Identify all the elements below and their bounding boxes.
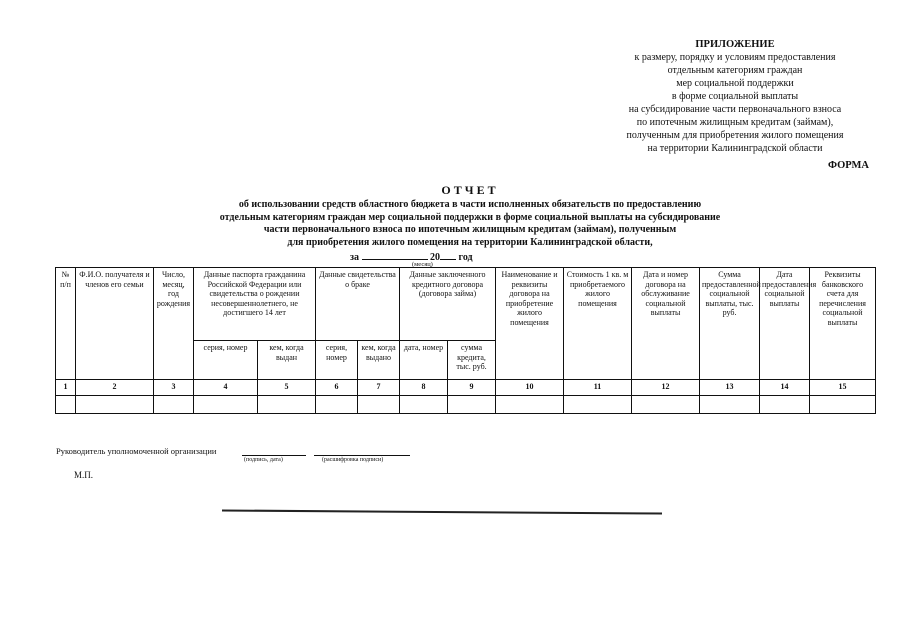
table-cell[interactable] (700, 396, 760, 414)
table-cell[interactable] (496, 396, 564, 414)
period-month-blank[interactable] (362, 250, 428, 260)
signer-label: Руководитель уполномоченной организации (56, 446, 217, 456)
report-period (350, 250, 610, 268)
report-table (55, 267, 876, 414)
table-cell[interactable] (56, 396, 76, 414)
report-title-block (150, 183, 790, 249)
table-cell[interactable] (194, 396, 258, 414)
header-num: № п/п (56, 268, 76, 380)
column-number: 7 (358, 380, 400, 396)
header-contract: Данные заключенного кредитного договора (договора займа) (400, 268, 496, 341)
column-number: 9 (448, 380, 496, 396)
header-sum: Сумма предоставленной социальной выплаты, тыс. руб. (700, 268, 760, 380)
column-number: 14 (760, 380, 810, 396)
column-number: 13 (700, 380, 760, 396)
header-passport: Данные паспорта гражданина Российской Федерации или свидетельства о рождении несовершеннолетнего, не достигшего 14 лет (194, 268, 316, 341)
period-month-note: (месяц) (412, 261, 433, 268)
column-number: 15 (810, 380, 876, 396)
period-year-blank[interactable] (440, 250, 456, 260)
table-cell[interactable] (810, 396, 876, 414)
column-number: 3 (154, 380, 194, 396)
header-fio: Ф.И.О. получателя и членов его семьи (76, 268, 154, 380)
header-marriage: Данные свидетельства о браке (316, 268, 400, 341)
subheader-passport-series: серия, номер (194, 341, 258, 380)
table-cell[interactable] (400, 396, 448, 414)
subheader-marriage-series: серия, номер (316, 341, 358, 380)
table-cell[interactable] (358, 396, 400, 414)
header-date: Дата предоставления социальной выплаты (760, 268, 810, 380)
report-subtitle-line: об использовании средств областного бюджета в части исполненных обязательств по предоставлению (238, 199, 702, 210)
table-header-row (56, 268, 876, 341)
header-cost: Стоимость 1 кв. м приобретаемого жилого помещения (564, 268, 632, 380)
bottom-rule-divider (222, 509, 662, 514)
annex-heading: ПРИЛОЖЕНИЕ (695, 39, 775, 50)
subheader-marriage-issued: кем, когда выдано (358, 341, 400, 380)
signature-note: (подпись, дата) (244, 457, 283, 463)
report-subtitle-line: отдельным категориям граждан мер социальной поддержки в форме социальной выплаты на субсидирование (219, 211, 721, 223)
signature-name-note: (расшифровка подписи) (322, 457, 384, 463)
annex-line: на субсидирование части первоначального взноса (628, 104, 842, 115)
table-cell[interactable] (760, 396, 810, 414)
annex-line: отдельным категориям граждан (667, 65, 803, 76)
signature-line[interactable] (242, 455, 306, 456)
table-row (56, 396, 876, 414)
table-cell[interactable] (632, 396, 700, 414)
form-label: ФОРМА (827, 160, 869, 171)
column-number: 4 (194, 380, 258, 396)
column-number: 12 (632, 380, 700, 396)
annex-line: к размеру, порядку и условиям предоставления (634, 52, 836, 63)
annex-line: на территории Калининградской области (647, 143, 823, 154)
header-birth: Число, месяц, год рождения (154, 268, 194, 380)
column-number: 1 (56, 380, 76, 396)
subheader-contract-date: дата, номер (400, 341, 448, 380)
subheader-contract-sum: сумма кредита, тыс. руб. (448, 341, 496, 380)
annex-line: полученным для приобретения жилого помещения (626, 130, 844, 141)
column-number: 8 (400, 380, 448, 396)
period-year-prefix: 20 (430, 252, 441, 263)
table-cell[interactable] (76, 396, 154, 414)
table-cell[interactable] (316, 396, 358, 414)
annex-block (560, 38, 910, 155)
annex-line: мер социальной поддержки (676, 78, 794, 89)
column-number: 6 (316, 380, 358, 396)
table-column-numbers-row (56, 380, 876, 396)
header-purchase: Наименование и реквизиты договора на приобретение жилого помещения (496, 268, 564, 380)
table-cell[interactable] (448, 396, 496, 414)
column-number: 2 (76, 380, 154, 396)
report-subtitle-line: для приобретения жилого помещения на территории Калининградской области, (287, 236, 653, 248)
signature-name-line[interactable] (314, 455, 410, 456)
report-subtitle-line: части первоначального взноса по ипотечным жилищным кредитам (займам), полученным (263, 224, 677, 235)
header-bank: Реквизиты банковского счета для перечисления социальной выплаты (810, 268, 876, 380)
table-cell[interactable] (564, 396, 632, 414)
header-service: Дата и номер договора на обслуживание социальной выплаты (632, 268, 700, 380)
table-cell[interactable] (258, 396, 316, 414)
subheader-passport-issued: кем, когда выдан (258, 341, 316, 380)
report-title: ОТЧЕТ (441, 183, 499, 197)
stamp-label: М.П. (74, 470, 94, 480)
period-prefix: за (350, 252, 360, 263)
annex-line: по ипотечным жилищным кредитам (займам), (636, 117, 834, 128)
annex-line: в форме социальной выплаты (671, 91, 799, 102)
column-number: 5 (258, 380, 316, 396)
column-number: 10 (496, 380, 564, 396)
period-suffix: год (458, 252, 473, 263)
table-cell[interactable] (154, 396, 194, 414)
column-number: 11 (564, 380, 632, 396)
